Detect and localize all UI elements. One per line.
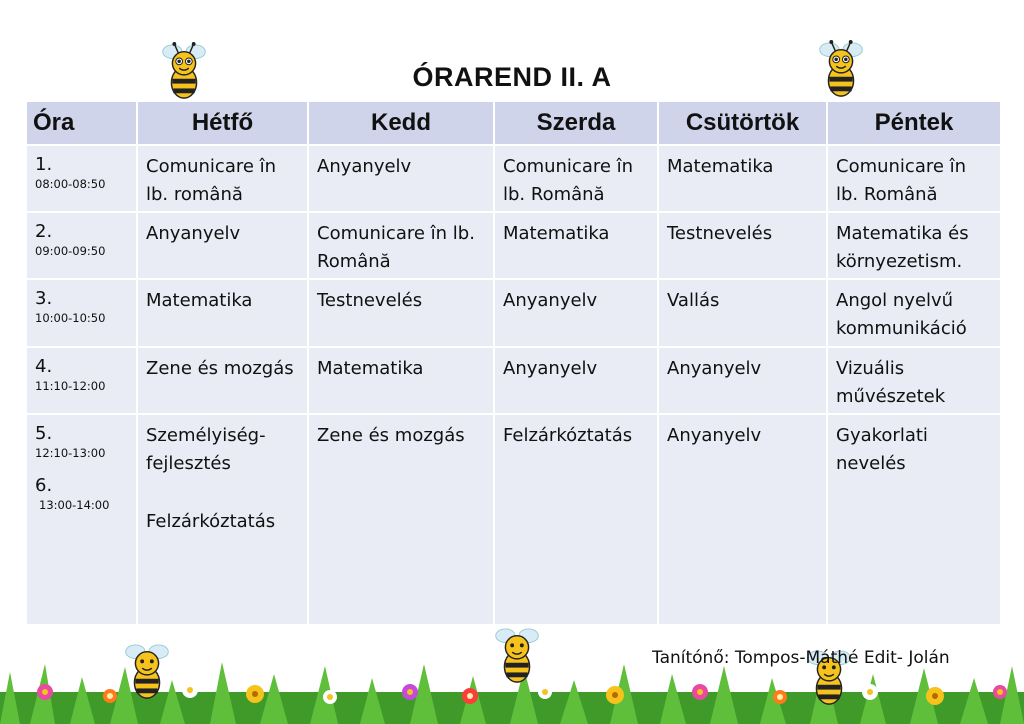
lesson-cell xyxy=(137,414,308,625)
hour-time: 09:00-09:50 xyxy=(35,244,106,258)
lesson-cell: Matematika xyxy=(658,145,827,212)
lesson-cell: Comunicare în lb. Română xyxy=(827,145,1001,212)
hour-time: 12:10-13:00 xyxy=(35,446,106,460)
hour-time: 13:00-14:00 xyxy=(39,498,110,512)
header-hetfo: Hétfő xyxy=(137,101,308,145)
hour-number: 4. xyxy=(35,356,53,377)
header-kedd: Kedd xyxy=(308,101,494,145)
table-row xyxy=(26,212,1001,279)
lesson-cell: Matematika xyxy=(308,347,494,414)
lesson-cell: Anyanyelv xyxy=(658,347,827,414)
header-row xyxy=(26,101,1001,145)
header-szerda: Szerda xyxy=(494,101,658,145)
lesson-cell: Anyanyelv xyxy=(658,414,827,625)
lesson-cell: Anyanyelv xyxy=(494,347,658,414)
hour-cell xyxy=(26,145,137,212)
hour-time: 08:00-08:50 xyxy=(35,177,106,191)
hour-number: 3. xyxy=(35,288,53,309)
lesson-cell: Comunicare în lb. Română xyxy=(494,145,658,212)
hour-cell xyxy=(26,279,137,347)
hour-number: 6. xyxy=(35,475,53,496)
lesson-cell: Gyakorlati nevelés xyxy=(827,414,1001,625)
lesson-cell: Comunicare în lb. Română xyxy=(308,212,494,279)
lesson-cell: Comunicare în lb. română xyxy=(137,145,308,212)
lesson-cell: Anyanyelv xyxy=(494,279,658,347)
lesson-cell: Zene és mozgás xyxy=(137,347,308,414)
hour-number: 1. xyxy=(35,154,53,175)
lesson-cell: Matematika xyxy=(137,279,308,347)
lesson-cell: Felzárkóztatás xyxy=(494,414,658,625)
header-csutortok: Csütörtök xyxy=(658,101,827,145)
bee-icon xyxy=(488,626,546,686)
lesson-cell: Matematika xyxy=(494,212,658,279)
bee-icon xyxy=(118,642,176,702)
table-row xyxy=(26,279,1001,347)
hour-number: 5. xyxy=(35,423,53,444)
lesson-text-second: Felzárkóztatás xyxy=(146,511,276,532)
lesson-cell: Testnevelés xyxy=(308,279,494,347)
lesson-cell: Anyanyelv xyxy=(137,212,308,279)
hour-cell xyxy=(26,347,137,414)
lesson-cell: Zene és mozgás xyxy=(308,414,494,625)
hour-number: 2. xyxy=(35,221,53,242)
lesson-cell: Matematika és környezetism. xyxy=(827,212,1001,279)
page-title: ÓRAREND II. A xyxy=(412,62,612,92)
header-pentek: Péntek xyxy=(827,101,1001,145)
hour-time: 11:10-12:00 xyxy=(35,379,106,393)
header-ora: Óra xyxy=(26,101,137,145)
timetable xyxy=(25,100,1002,626)
teacher-name: Tanítónő: Tompos-Máthé Edit- Jolán xyxy=(652,648,950,668)
lesson-cell: Vallás xyxy=(658,279,827,347)
lesson-cell: Vizuális művészetek xyxy=(827,347,1001,414)
hour-cell xyxy=(26,414,137,625)
table-row xyxy=(26,414,1001,625)
hour-time: 10:00-10:50 xyxy=(35,311,106,325)
lesson-cell: Anyanyelv xyxy=(308,145,494,212)
hour-cell xyxy=(26,212,137,279)
table-row xyxy=(26,347,1001,414)
table-row xyxy=(26,145,1001,212)
lesson-text: Személyiség-fejlesztés xyxy=(146,425,266,474)
lesson-cell: Angol nyelvű kommunikáció xyxy=(827,279,1001,347)
lesson-cell: Testnevelés xyxy=(658,212,827,279)
